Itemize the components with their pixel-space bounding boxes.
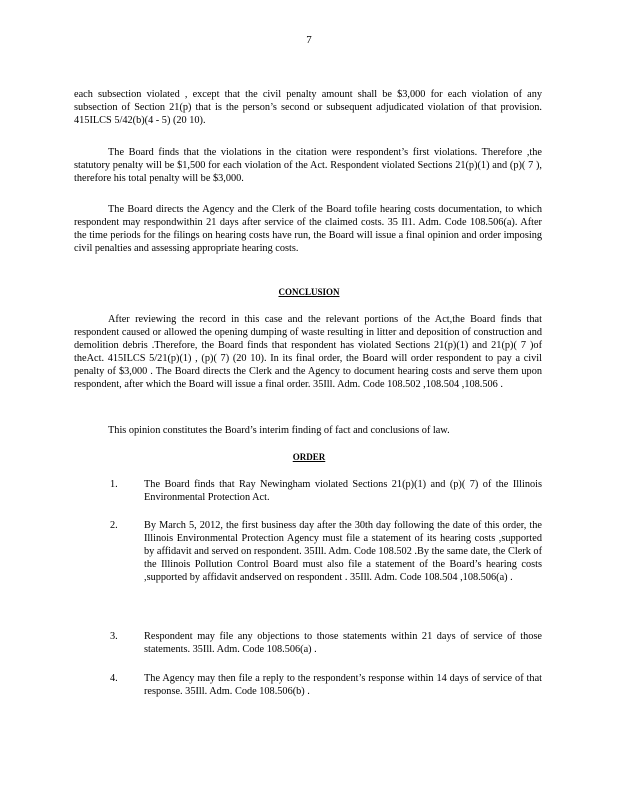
order-heading-text: ORDER bbox=[292, 452, 326, 462]
order-item-text: By March 5, 2012, the first business day after the 30th day following the date of this order, the Illinois Environmental Protection Agency must file a statement of its hearing costs ,supported by affidavit and served on respondent. 35Ill. Adm. Code 108.502 .By the same date, the Clerk of the Illinois Pollution Control Board must also file a statement of the Board’s hearing costs ,supported by affidavit andserved on respondent . 35Ill. Adm. Code 108.504 ,108.506(a) . bbox=[144, 520, 542, 583]
order-item-number: 4. bbox=[110, 673, 118, 684]
order-item-text: The Board finds that Ray Newingham violated Sections 21(p)(1) and (p)( 7) of the Illinois Environmental Protection Act. bbox=[144, 479, 542, 503]
order-item-number: 3. bbox=[110, 631, 118, 642]
paragraph-hearing-costs: The Board directs the Agency and the Clerk of the Board tofile hearing costs documentation, to which respondent may respondwithin 21 days after service of the claimed costs. 35 Il1. Adm. Code 108.506(a). After the time periods for the filings on hearing costs have run, the Board will issue a final opinion and order imposing civil penalties and assessing appropriate hearing costs. bbox=[74, 204, 542, 254]
conclusion-heading-text: CONCLUSION bbox=[278, 287, 340, 297]
order-item-number: 2. bbox=[110, 520, 118, 531]
page-number: 7 bbox=[306, 34, 312, 46]
conclusion-heading bbox=[0, 286, 618, 299]
paragraph-conclusion: After reviewing the record in this case and the relevant portions of the Act,the Board finds that respondent caused or allowed the opening dumping of waste resulting in litter and deposition of construction and demolition debris .Therefore, the Board finds that respondent has violated Sections 21(p)(1) and 21(p)( 7 )of theAct. 415ILCS 5/21(p)(1) , (p)( 7) (20 10). In its final order, the Board will order respondent to pay a civil penalty of $3,000 . The Board directs the Clerk and the Agency to document hearing costs and serve them upon respondent, after which the Board will issue a final order. 35Ill. Adm. Code 108.502 ,108.504 ,108.506 . bbox=[74, 314, 542, 390]
paragraph-interim-finding: This opinion constitutes the Board’s interim finding of fact and conclusions of law. bbox=[108, 425, 450, 436]
order-item-text: Respondent may file any objections to those statements within 21 days of service of those statements. 35Ill. Adm. Code 108.506(a) . bbox=[144, 631, 542, 655]
paragraph-penalty-finding: The Board finds that the violations in the citation were respondent’s first violations. Therefore ,the statutory penalty will be $1,500 for each violation of the Act. Respondent violated Sections 21(p)(1) and (p)( 7 ), therefore his total penalty will be $3,000. bbox=[74, 147, 542, 184]
order-item-text: The Agency may then file a reply to the respondent’s response within 14 days of service of that response. 35Ill. Adm. Code 108.506(b) . bbox=[144, 673, 542, 697]
order-heading bbox=[0, 451, 618, 464]
paragraph-penalty-statute: each subsection violated , except that the civil penalty amount shall be $3,000 for each violation of any subsection of Section 21(p) that is the person’s second or subsequent adjudicated violation of that provision. 415ILCS 5/42(b)(4 - 5) (20 10). bbox=[74, 89, 542, 126]
order-item-number: 1. bbox=[110, 479, 118, 490]
